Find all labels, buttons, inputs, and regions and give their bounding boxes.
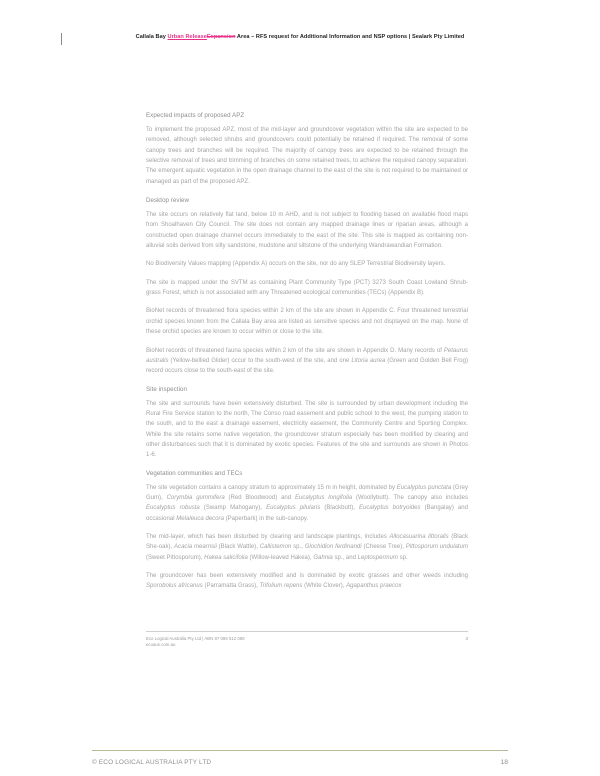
section-vegetation-communities — [146, 470, 468, 592]
species-name: Pittosporum undulatum — [405, 544, 468, 551]
paragraph-groundcover — [146, 571, 468, 592]
header-inserted-text: Expansion — [206, 34, 236, 40]
page-footer — [146, 631, 468, 649]
text-run: (Green and Golden Bell Frog) record occurs close to the south-east of the site. — [146, 357, 468, 375]
paragraph-midlayer — [146, 532, 468, 563]
species-name: Leptospermum — [357, 554, 398, 561]
text-run: (Cheese Tree), — [361, 544, 406, 551]
text-run: (Parramatta Grass), — [202, 583, 260, 590]
heading-vegetation-communities: Vegetation communities and TECs — [146, 469, 243, 477]
species-name: Eucalyptus robusta — [146, 505, 200, 512]
footer-divider — [146, 631, 468, 632]
footer-website[interactable]: ecoaus.com.au — [146, 642, 176, 648]
text-run: (Yellow-bellied Glider) occur to the south-west of the site, and one — [168, 357, 352, 364]
text-run: (White Clover), — [302, 583, 347, 590]
species-name: Sporobolus africanus — [146, 583, 203, 590]
species-name: Gahnia — [313, 554, 333, 561]
text-run: (Blackbutt), — [320, 505, 360, 512]
species-name: Eucalyptus botryoides — [359, 505, 421, 512]
species-name: Agapanthus praecox — [346, 583, 402, 590]
species-name: Eucalyptus punctata — [396, 484, 452, 491]
paragraph-apz-impacts: To implement the proposed APZ, most of the mid-layer and groundcover vegetation within the site are expected to be removed, although selected shrubs and groundcovers could potentially be retained if required. The removal of some canopy trees and branches will be required. The majority of canopy trees are expected to be retained through the selective removal of trees and trimming of branches on some retained trees, to achieve the required canopy separation. The emergent aquatic vegetation in the open drainage channel to the east of the site is not required to be maintained or managed as part of the proposed APZ. — [146, 127, 468, 185]
text-run: (Black Wattle), — [216, 544, 260, 551]
footer-company-name: Eco Logical Australia Pty Ltd | ABN 87 096 512 088 — [146, 636, 245, 641]
text-run: The mid-layer, which has been disturbed by clearing and landscape plantings, includes — [146, 533, 390, 540]
footer-company-block — [146, 636, 245, 649]
species-name: Petaurus australis — [146, 347, 468, 364]
paragraph-canopy — [146, 483, 468, 524]
text-run: (Swamp Mahogany), — [199, 505, 267, 512]
header-deleted-text: Urban Release — [167, 34, 207, 40]
paragraph-desktop-3: The site is mapped under the SVTM as containing Plant Community Type (PCT) 3273 South Coast Lowland Shrub-grass Forest, which is not associated with any Threatened ecological communities (TECs) (Appendix B). — [146, 279, 468, 297]
text-run: sp. — [397, 554, 408, 561]
heading-desktop-review: Desktop review — [146, 197, 189, 205]
species-name: Glochidion ferdinandi — [304, 544, 362, 551]
paragraph-desktop-4: BioNet records of threatened flora species within 2 km of the site are shown in Appendix C. Four threatened terrestrial orchid species known from the Callala Bay area are listed as sensitive species and not displayed on the map. None of these orchid species are known to occur within or close to the site. — [146, 308, 468, 336]
species-name: Acacia mearnsii — [174, 544, 217, 551]
text-run: (Bangalay) and occasional — [146, 505, 469, 522]
text-run: The groundcover has been extensively modified and is dominated by exotic grasses and other weeds including — [146, 573, 468, 579]
species-name: Litoria aurea — [351, 357, 386, 364]
footer-page-number: 3 — [465, 636, 468, 641]
species-name: Eucalyptus pilularis — [266, 505, 321, 512]
paragraph-desktop-2: No Biodiversity Values mapping (Appendix A) occurs on the site, nor do any SLEP Terrestrial Biodiversity layers. — [146, 261, 446, 268]
species-name: Eucalyptus longifolia — [294, 494, 353, 501]
viewer-page-number: 18 — [500, 759, 508, 766]
species-name: Allocasuarina littoralis — [389, 533, 449, 540]
section-expected-impacts — [146, 112, 468, 187]
species-name: Corymbia gummifera — [166, 494, 225, 501]
paragraph-desktop-5 — [146, 346, 468, 377]
paragraph-desktop-1: The site occurs on relatively flat land, below 10 m AHD, and is not subject to flooding based on available flood maps from Shoalhaven City Council. The site does not contain any mapped drainage lines or riparian areas, although a constructed open drainage channel occurs immediately to the east of the site. This site is mapped as containing non-alluvial soils derived from silty sandstone, mudstone and siltstone of the underlying Wandrawandian Formation. — [146, 212, 468, 250]
text-run: sp., and — [332, 554, 358, 561]
viewer-footer-bar — [0, 690, 600, 776]
document-body — [146, 112, 468, 592]
header-suffix: Area – RFS request for Additional Information and NSP options | Sealark Pty Limited — [235, 34, 465, 40]
document-running-header — [0, 34, 600, 40]
text-run: (Sweet Pittosporum), — [146, 554, 205, 561]
text-run: (Paperbark) in the sub-canopy. — [223, 515, 309, 522]
text-run: (Grey Gum), — [146, 484, 469, 501]
paragraph-site-inspection: The site and surrounds have been extensively disturbed. The site is surrounded by urban development including the Rural Fire Service station to the north, The Conso road easement and public school to the west, the pumping station to the south, and to the east a drainage easement, electricity easement, the Community Centre and Sporting Complex. While the site retains some native vegetation, the groundcover stratum especially has been modified by clearing and other disturbances such that it is dominated by exotic species. Features of the site and surrounds are shown in Photos 1-6. — [146, 400, 468, 459]
footer-row — [146, 636, 468, 649]
text-run: (Black She-oak), — [146, 533, 468, 551]
species-name: Callistemon — [259, 544, 292, 551]
heading-expected-impacts: Expected impacts of proposed APZ — [146, 112, 245, 119]
species-name: Hakea salicifolia — [204, 554, 248, 561]
text-run: (Woollybutt). The canopy also includes — [352, 494, 468, 501]
header-prefix: Callala Bay — [135, 34, 168, 40]
text-run: (Red Bloodwood) and — [224, 494, 295, 501]
species-name: Melaleuca decora — [176, 515, 224, 522]
viewer-footer-divider — [92, 750, 508, 751]
species-name: Trifolium repens — [259, 583, 303, 590]
heading-site-inspection: Site inspection — [146, 385, 187, 393]
section-desktop-review — [146, 197, 468, 376]
section-site-inspection — [146, 386, 468, 461]
text-run: (Willow-leaved Hakea), — [247, 554, 314, 561]
text-run: The site vegetation contains a canopy stratum to approximately 15 m in height, dominated by — [146, 484, 397, 491]
text-run: BioNet records of threatened fauna species within 2 km of the site are shown in Appendix D. Many records of — [146, 347, 444, 354]
viewer-copyright-text: © ECO LOGICAL AUSTRALIA PTY LTD — [92, 759, 212, 766]
text-run: sp., — [291, 544, 305, 551]
